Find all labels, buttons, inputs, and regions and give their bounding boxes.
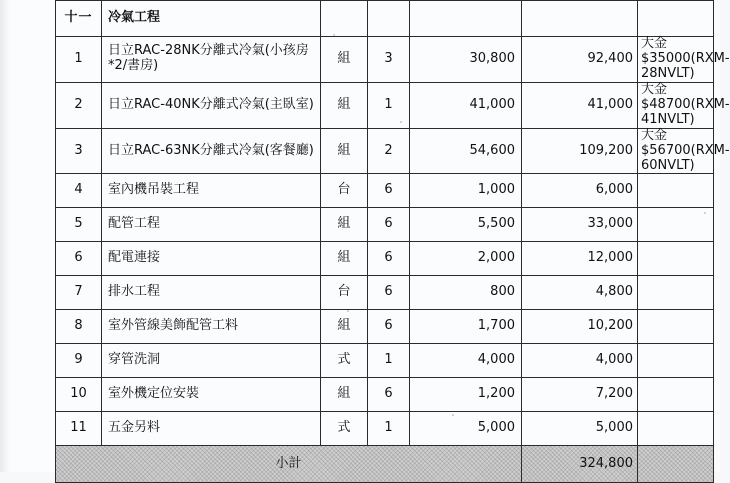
row-remark [638,242,714,276]
row-price: 5,000 [410,412,522,446]
row-number: 7 [56,276,102,310]
row-number: 8 [56,310,102,344]
row-qty: 6 [368,310,410,344]
row-unit: 式 [321,412,368,446]
row-price: 800 [410,276,522,310]
header-amount-cell [522,1,638,37]
row-qty: 1 [368,344,410,378]
row-amount: 7,200 [522,378,638,412]
row-number: 10 [56,378,102,412]
row-qty: 1 [368,82,410,128]
row-remark [638,344,714,378]
scan-speck [347,310,349,312]
row-price: 54,600 [410,128,522,174]
header-price-cell [410,1,522,37]
row-remark: 大金$48700(RXM-41NVLT) [638,82,714,128]
row-unit: 台 [321,174,368,208]
table-row [56,276,714,310]
row-remark [638,276,714,310]
row-amount: 33,000 [522,208,638,242]
row-qty: 6 [368,276,410,310]
subtotal-row [56,446,714,483]
section-header-row [56,1,714,37]
subtotal-amount: 324,800 [522,446,638,483]
row-remark [638,378,714,412]
scan-edge [0,0,10,472]
row-qty: 1 [368,412,410,446]
row-remark [638,174,714,208]
row-qty: 6 [368,378,410,412]
row-price: 41,000 [410,82,522,128]
row-remark [638,208,714,242]
row-item: 排水工程 [102,276,321,310]
row-number: 9 [56,344,102,378]
row-item: 配電連接 [102,242,321,276]
row-item: 配管工程 [102,208,321,242]
row-item: 室外管線美飾配管工料 [102,310,321,344]
row-unit: 組 [321,37,368,83]
row-amount: 5,000 [522,412,638,446]
row-unit: 組 [321,82,368,128]
row-unit: 台 [321,276,368,310]
table-row [56,208,714,242]
row-qty: 3 [368,37,410,83]
row-remark [638,412,714,446]
table-row [56,344,714,378]
table-row [56,174,714,208]
scan-speck [704,212,706,214]
row-remark: 大金$56700(RXM-60NVLT) [638,128,714,174]
header-unit-cell [321,1,368,37]
row-amount: 12,000 [522,242,638,276]
table-row [56,242,714,276]
row-number: 6 [56,242,102,276]
row-item: 穿管洗洞 [102,344,321,378]
header-remark-cell [638,1,714,37]
row-price: 2,000 [410,242,522,276]
row-amount: 4,800 [522,276,638,310]
row-amount: 4,000 [522,344,638,378]
row-price: 1,000 [410,174,522,208]
row-remark: 大金$35000(RXM-28NVLT) [638,37,714,83]
table-row [56,128,714,174]
row-item: 日立RAC-63NK分離式冷氣(客餐廳) [102,128,321,174]
table-row [56,412,714,446]
row-price: 1,700 [410,310,522,344]
row-qty: 6 [368,208,410,242]
row-amount: 10,200 [522,310,638,344]
table-row [56,378,714,412]
row-price: 1,200 [410,378,522,412]
row-unit: 組 [321,208,368,242]
section-title: 冷氣工程 [102,1,321,37]
row-price: 5,500 [410,208,522,242]
row-remark [638,310,714,344]
row-qty: 6 [368,242,410,276]
row-item: 室外機定位安裝 [102,378,321,412]
row-unit: 組 [321,378,368,412]
quote-table [55,0,730,483]
scan-speck [400,121,402,123]
row-unit: 組 [321,128,368,174]
table-row [56,310,714,344]
row-number: 5 [56,208,102,242]
row-number: 11 [56,412,102,446]
scan-speck [452,414,454,416]
row-amount: 109,200 [522,128,638,174]
row-number: 2 [56,82,102,128]
row-unit: 組 [321,242,368,276]
row-number: 1 [56,37,102,83]
row-item: 日立RAC-28NK分離式冷氣(小孩房*2/書房) [102,37,321,83]
row-item: 五金另料 [102,412,321,446]
row-number: 3 [56,128,102,174]
row-unit: 式 [321,344,368,378]
row-item: 室內機吊裝工程 [102,174,321,208]
subtotal-remark [638,446,714,483]
row-qty: 2 [368,128,410,174]
row-number: 4 [56,174,102,208]
row-price: 30,800 [410,37,522,83]
row-item: 日立RAC-40NK分離式冷氣(主臥室) [102,82,321,128]
row-amount: 92,400 [522,37,638,83]
row-qty: 6 [368,174,410,208]
row-price: 4,000 [410,344,522,378]
header-qty-cell [368,1,410,37]
row-unit: 組 [321,310,368,344]
table-row [56,82,714,128]
row-amount: 41,000 [522,82,638,128]
table-row [56,37,714,83]
row-amount: 6,000 [522,174,638,208]
section-index: 十一 [56,1,102,37]
subtotal-label: 小計 [56,446,522,483]
scan-speck [333,34,335,36]
